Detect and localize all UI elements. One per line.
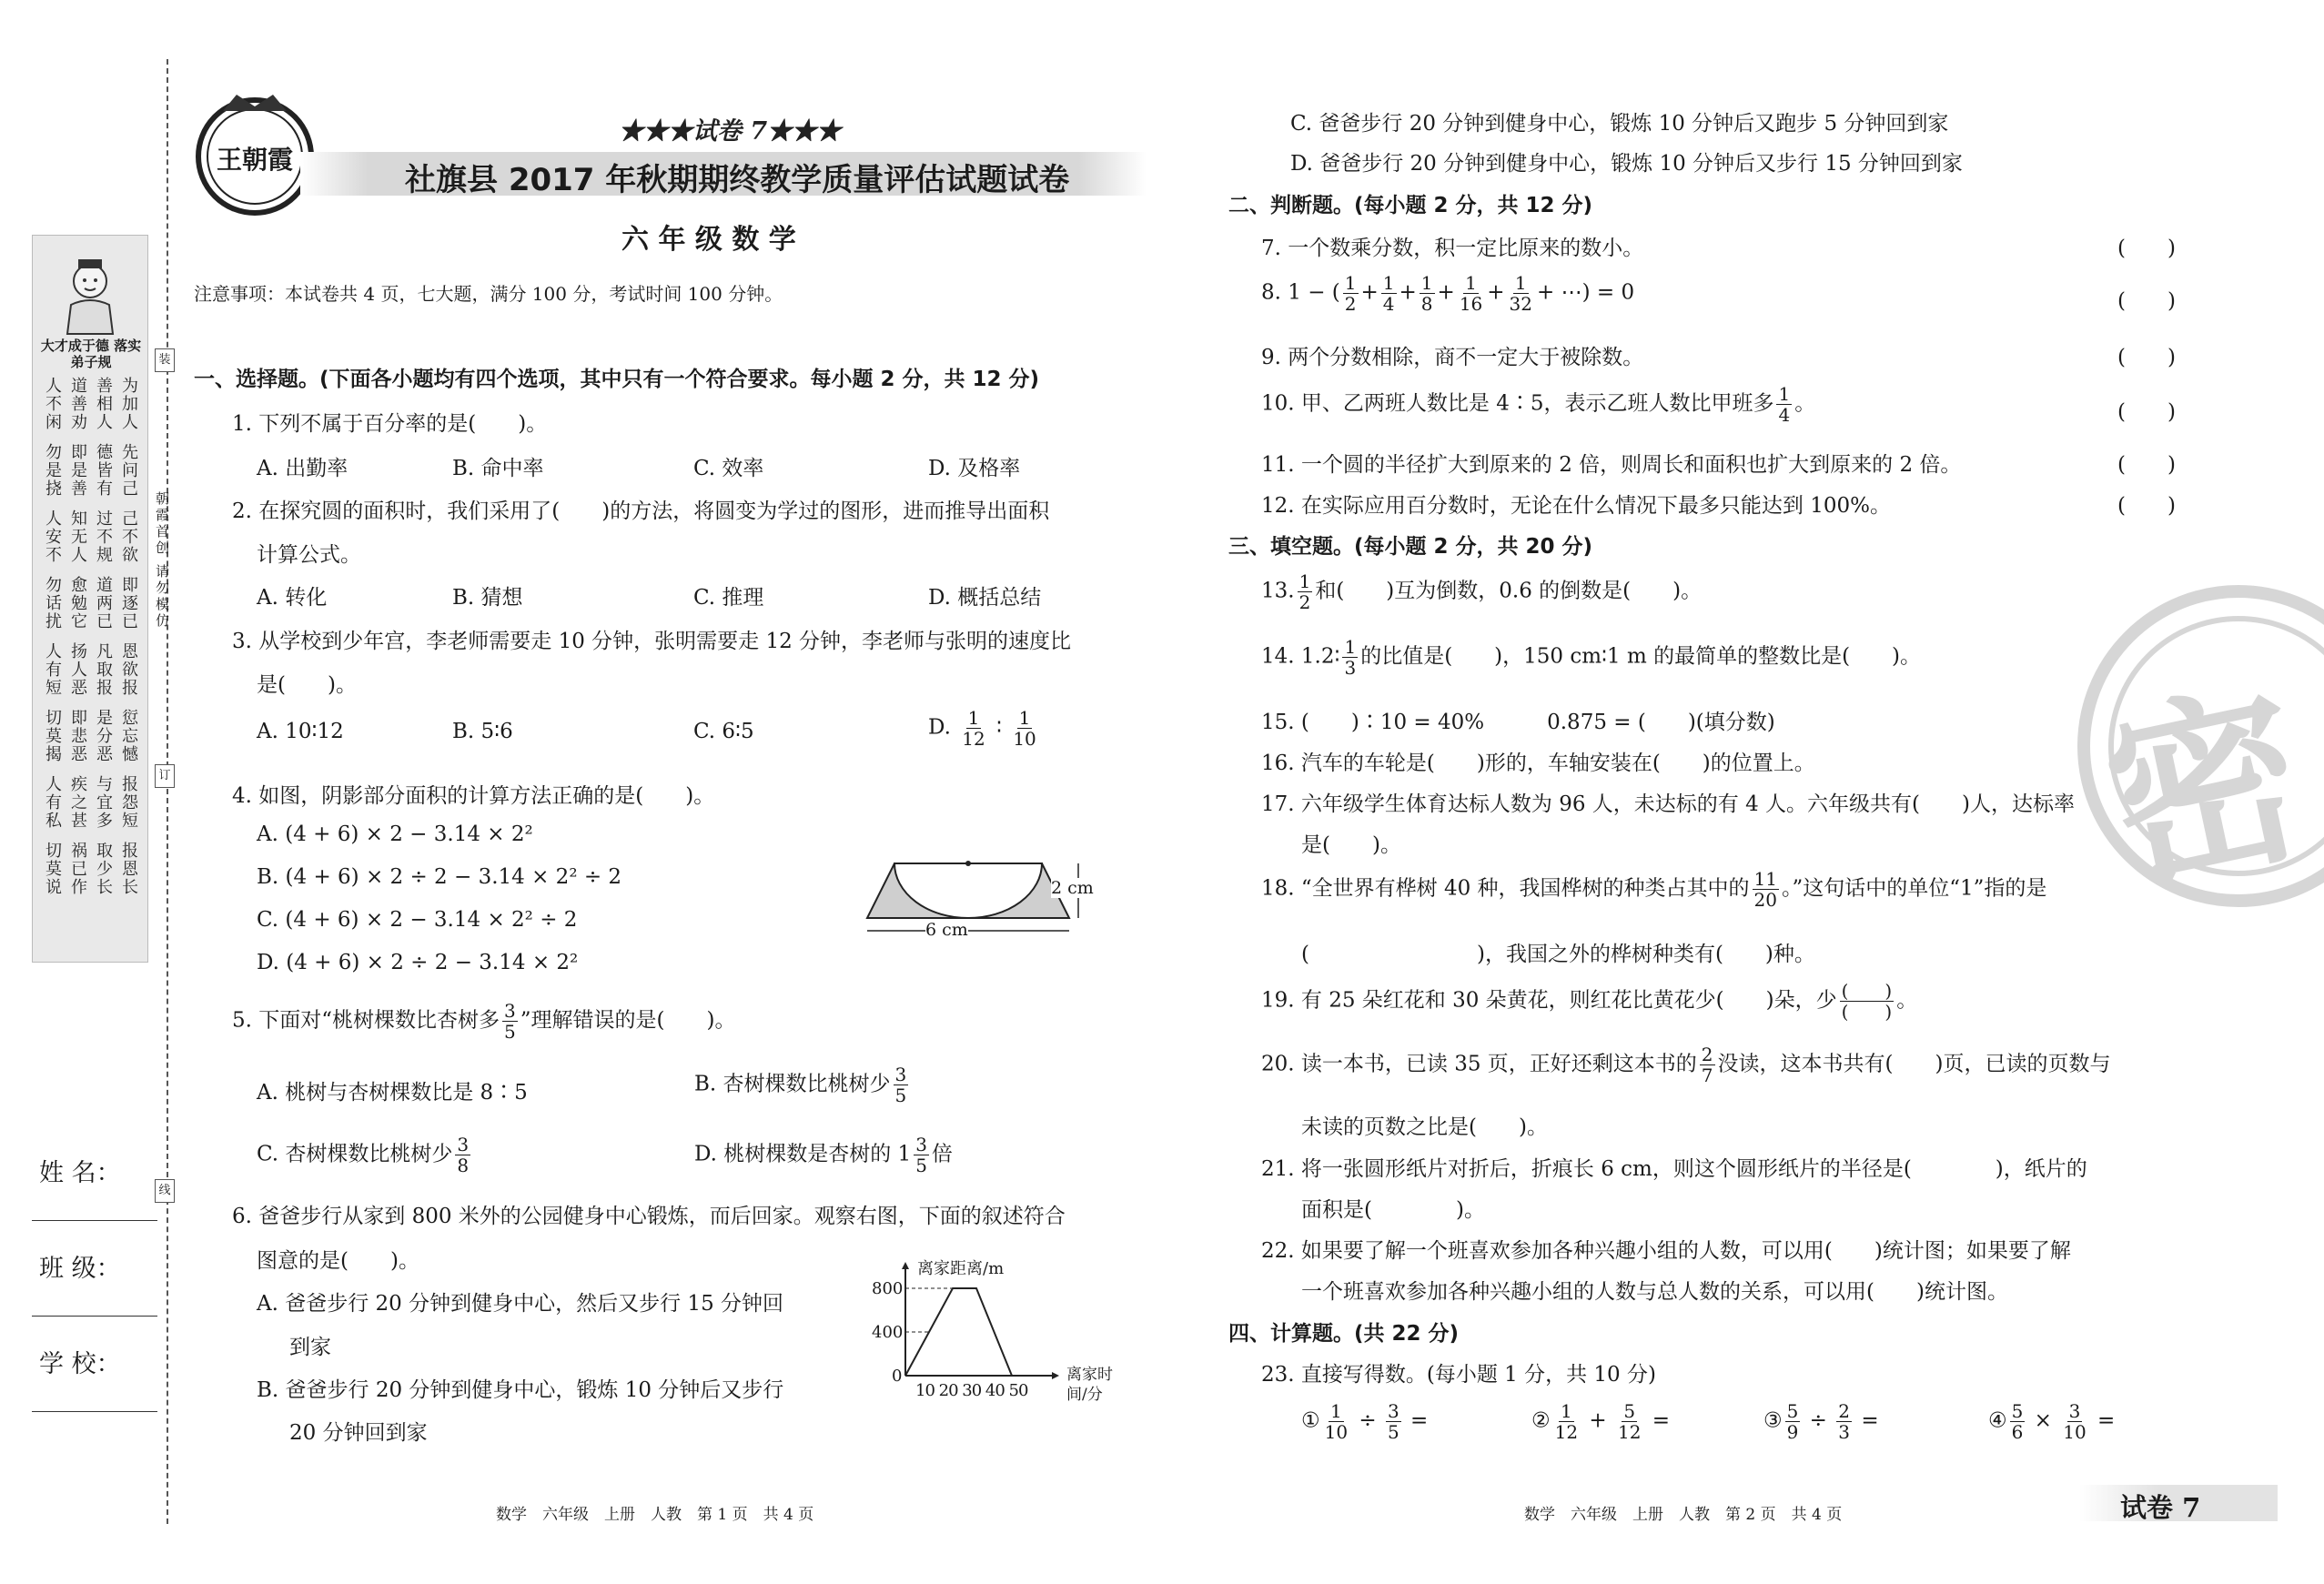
q10-answer-paren[interactable]: ( ) bbox=[2117, 400, 2176, 424]
proverb-column: 疾之甚 bbox=[68, 775, 87, 830]
graph-x-axis-label-1: 离家时 bbox=[1066, 1366, 1113, 1384]
q12-answer-paren[interactable]: ( ) bbox=[2117, 494, 2176, 518]
q4-option-a: A. (4 + 6) × 2 − 3.14 × 2² bbox=[257, 822, 533, 846]
confidential-seal bbox=[2066, 582, 2322, 919]
q2-option-c: C. 推理 bbox=[693, 586, 764, 610]
notice-text: 注意事项：本试卷共 4 页，七大题，满分 100 分，考试时间 100 分钟。 bbox=[194, 283, 783, 305]
proverb-column: 愆忘憾 bbox=[119, 709, 138, 763]
q5-option-b: B. 杏树棵数比桃树少 $\frac{3}{5}$ bbox=[694, 1064, 907, 1106]
q2-text-1: 2. 在探究圆的面积时，我们采用了( )的方法，将圆变为学过的图形，进而推导出面积 bbox=[232, 499, 1050, 523]
q4-figure-trapezoid bbox=[860, 851, 1124, 942]
seal-character: 密 bbox=[2088, 659, 2322, 919]
graph-y-tick-400: 400 bbox=[872, 1323, 904, 1342]
q10-text: 10. 甲、乙两班人数比是 4∶5，表示乙班人数比甲班多 $\frac{1}{4}$ 。 bbox=[1261, 383, 1816, 426]
q18-text-2: ( )，我国之外的桦树种类有( )种。 bbox=[1301, 943, 1815, 966]
graph-x-axis-label-2: 间/分 bbox=[1066, 1386, 1103, 1404]
q3-option-a: A. 10∶12 bbox=[257, 720, 344, 743]
q2-option-d: D. 概括总结 bbox=[928, 586, 1042, 610]
q7-answer-paren[interactable]: ( ) bbox=[2117, 237, 2176, 260]
school-field[interactable]: 学 校： bbox=[32, 1347, 157, 1412]
q13-text: 13. $\frac{1}{2}$ 和( )互为倒数，0.6 的倒数是( )。 bbox=[1261, 570, 1703, 613]
proverb-column: 勿话扰 bbox=[43, 576, 62, 631]
graph-y-axis-label: 离家距离/m bbox=[917, 1259, 1005, 1278]
proverb-column: 切莫揭 bbox=[43, 709, 62, 763]
margin-side-note: 朝霞首创 请勿模仿 bbox=[154, 491, 170, 630]
q5-option-d: D. 桃树棵数是杏树的 1 $\frac{3}{5}$ 倍 bbox=[694, 1134, 953, 1176]
sidebar-motto: 大才成于德 落实弟子规 bbox=[40, 338, 142, 370]
section-4-heading: 四、计算题。(共 22 分) bbox=[1228, 1322, 1460, 1346]
fig4-width-label: 6 cm bbox=[925, 920, 968, 940]
q1-option-b: B. 命中率 bbox=[452, 457, 544, 480]
q1-option-a: A. 出勤率 bbox=[257, 457, 349, 480]
q15-text: 15. ( )∶10 = 40% 0.875 = ( )(填分数) bbox=[1261, 711, 1775, 734]
q8-answer-paren[interactable]: ( ) bbox=[2117, 289, 2176, 313]
exam-title: 社旗县 2017 年秋期期终教学质量评估试题试卷 bbox=[405, 162, 1070, 198]
exam-tag: 试卷 7 bbox=[2120, 1492, 2201, 1523]
proverb-column: 人有短 bbox=[43, 642, 62, 697]
q1-option-c: C. 效率 bbox=[693, 457, 764, 480]
proverb-column: 道两已 bbox=[94, 576, 113, 631]
fig4-height-label: 2 cm bbox=[1051, 878, 1094, 898]
proverb-column: 与宜多 bbox=[94, 775, 113, 830]
proverb-column: 己不欲 bbox=[119, 510, 138, 564]
q5-text: 5. 下面对“桃树棵数比杏树多 $\frac{3}{5}$ ”理解错误的是( )。 bbox=[232, 1000, 736, 1043]
q21-text-1: 21. 将一张圆形纸片对折后，折痕长 6 cm，则这个圆形纸片的半径是( )，纸片的 bbox=[1261, 1157, 2087, 1181]
q21-text-2: 面积是( )。 bbox=[1301, 1198, 1485, 1222]
graph-origin-label: 0 bbox=[892, 1367, 903, 1386]
q3-option-c: C. 6∶5 bbox=[693, 720, 754, 743]
proverb-column: 取少长 bbox=[94, 842, 113, 896]
name-field[interactable]: 姓 名： bbox=[32, 1155, 157, 1221]
q3-text-2: 是( )。 bbox=[257, 673, 357, 697]
q6-distance-time-graph bbox=[864, 1248, 1137, 1412]
sidebar-panel bbox=[32, 235, 148, 963]
calc-item-4: ④ $\frac{5}{6}$ × $\frac{3}{10}$ = bbox=[1988, 1400, 2116, 1443]
sidebar-proverbs bbox=[40, 377, 140, 896]
logo-text: 王朝霞 bbox=[216, 145, 293, 175]
q1-text: 1. 下列不属于百分率的是( )。 bbox=[232, 412, 548, 436]
proverb-column: 即是善 bbox=[68, 443, 87, 498]
proverb-column: 报怨短 bbox=[119, 775, 138, 830]
margin-marker-xian: 线 bbox=[155, 1179, 175, 1203]
q22-text-2: 一个班喜欢参加各种兴趣小组的人数与总人数的关系，可以用( )统计图。 bbox=[1301, 1280, 2008, 1304]
section-1-heading: 一、选择题。(下面各小题均有四个选项，其中只有一个符合要求。每小题 2 分，共 12 分) bbox=[194, 368, 1040, 391]
q19-text: 19. 有 25 朵红花和 30 朵黄花，则红花比黄花少( )朵，少 $\frac{( )}{( )}$ 。 bbox=[1261, 980, 1918, 1023]
q11-text: 11. 一个圆的半径扩大到原来的 2 倍，则周长和面积也扩大到原来的 2 倍。 bbox=[1261, 453, 1962, 477]
section-2-heading: 二、判断题。(每小题 2 分，共 12 分) bbox=[1228, 194, 1593, 217]
q6-option-a-2: 到家 bbox=[289, 1336, 331, 1359]
q6-option-a-1: A. 爸爸步行 20 分钟到健身中心，然后又步行 15 分钟回 bbox=[257, 1292, 784, 1316]
q4-option-c: C. (4 + 6) × 2 − 3.14 × 2² ÷ 2 bbox=[257, 908, 578, 932]
q8-text: 8. 1 − ( $\frac{1}{2}$ + $\frac{1}{4}$ + $\frac{1}{8}$ + $\frac{1}{16}$ + $\frac{1}{32}$ + ⋯) = 0 bbox=[1261, 272, 1635, 315]
proverb-column: 扬人恶 bbox=[68, 642, 87, 697]
left-page-footer: 数学 六年级 上册 人教 第 1 页 共 4 页 bbox=[496, 1506, 814, 1524]
proverb-column: 即逐已 bbox=[119, 576, 138, 631]
q14-text: 14. 1.2∶ $\frac{1}{3}$ 的比值是( )，150 cm∶1 m 的最简单的整数比是( )。 bbox=[1261, 636, 1922, 679]
q17-text-2: 是( )。 bbox=[1301, 833, 1401, 857]
cartoon-icon bbox=[58, 252, 122, 336]
q12-text: 12. 在实际应用百分数时，无论在什么情况下最多只能达到 100%。 bbox=[1261, 494, 1891, 518]
q1-option-d: D. 及格率 bbox=[928, 457, 1021, 480]
q6-option-c: C. 爸爸步行 20 分钟到健身中心，锻炼 10 分钟后又跑步 5 分钟回到家 bbox=[1290, 112, 1949, 136]
q6-option-b-2: 20 分钟回到家 bbox=[289, 1421, 428, 1445]
graph-x-ticks: 10 20 30 40 50 bbox=[915, 1381, 1028, 1400]
proverb-column: 凡取报 bbox=[94, 642, 113, 697]
q2-option-b: B. 猜想 bbox=[452, 586, 523, 610]
margin-marker-ding: 订 bbox=[155, 764, 175, 788]
q9-answer-paren[interactable]: ( ) bbox=[2117, 346, 2176, 369]
q4-option-b: B. (4 + 6) × 2 ÷ 2 − 3.14 × 2² ÷ 2 bbox=[257, 865, 622, 889]
proverb-column: 人安不 bbox=[43, 510, 62, 564]
proverb-column: 先问己 bbox=[119, 443, 138, 498]
section-3-heading: 三、填空题。(每小题 2 分，共 20 分) bbox=[1228, 535, 1593, 559]
proverb-column: 即悲恶 bbox=[68, 709, 87, 763]
q9-text: 9. 两个分数相除，商不一定大于被除数。 bbox=[1261, 346, 1644, 369]
fraction: $\frac{1}{10}$ bbox=[1013, 707, 1036, 750]
proverb-column: 知无人 bbox=[68, 510, 87, 564]
q5-option-a: A. 桃树与杏树棵数比是 8∶5 bbox=[257, 1081, 528, 1105]
q4-text: 4. 如图，阴影部分面积的计算方法正确的是( )。 bbox=[232, 784, 715, 808]
graph-y-tick-800: 800 bbox=[872, 1279, 904, 1298]
proverb-column: 为加人 bbox=[119, 377, 138, 431]
q2-text-2: 计算公式。 bbox=[257, 543, 361, 567]
exam-subtitle: 六 年 级 数 学 bbox=[621, 224, 796, 256]
proverb-column: 勿是挠 bbox=[43, 443, 62, 498]
q23-text: 23. 直接写得数。(每小题 1 分，共 10 分) bbox=[1261, 1363, 1656, 1387]
q6-option-b-1: B. 爸爸步行 20 分钟到健身中心，锻炼 10 分钟后又步行 bbox=[257, 1378, 784, 1402]
q22-text-1: 22. 如果要了解一个班喜欢参加各种兴趣小组的人数，可以用( )统计图；如果要了解 bbox=[1261, 1239, 2071, 1263]
proverb-column: 德皆有 bbox=[94, 443, 113, 498]
proverb-column: 善相人 bbox=[94, 377, 113, 431]
q4-option-d: D. (4 + 6) × 2 ÷ 2 − 3.14 × 2² bbox=[257, 951, 579, 974]
proverb-column: 道善劝 bbox=[68, 377, 87, 431]
q7-text: 7. 一个数乘分数，积一定比原来的数小。 bbox=[1261, 237, 1644, 260]
fraction: $\frac{3}{5}$ bbox=[504, 1000, 516, 1043]
class-field[interactable]: 班 级： bbox=[32, 1251, 157, 1317]
q3-option-d: D. $\frac{1}{12}$ ∶ $\frac{1}{10}$ bbox=[928, 707, 1036, 750]
q2-option-a: A. 转化 bbox=[257, 586, 328, 610]
proverb-column: 人有私 bbox=[43, 775, 62, 830]
proverb-column: 人不闲 bbox=[43, 377, 62, 431]
q6-text-1: 6. 爸爸步行从家到 800 米外的公园健身中心锻炼，而后回家。观察右图，下面的叙述符合 bbox=[232, 1205, 1066, 1228]
header-badge: ★★★试卷 7★★★ bbox=[619, 117, 842, 146]
q20-text-2: 未读的页数之比是( )。 bbox=[1301, 1115, 1548, 1139]
proverb-column: 是分恶 bbox=[94, 709, 113, 763]
q6-text-2: 图意的是( )。 bbox=[257, 1249, 419, 1273]
proverb-column: 愈勉它 bbox=[68, 576, 87, 631]
calc-item-3: ③ $\frac{5}{9}$ ÷ $\frac{2}{3}$ = bbox=[1763, 1400, 1879, 1443]
q11-answer-paren[interactable]: ( ) bbox=[2117, 453, 2176, 477]
calc-item-2: ② $\frac{1}{12}$ + $\frac{5}{12}$ = bbox=[1531, 1400, 1671, 1443]
q20-text-1: 20. 读一本书，已读 35 页，正好还剩这本书的 $\frac{2}{7}$ 没读，这本书共有( )页，已读的页数与 bbox=[1261, 1044, 2111, 1086]
right-page-footer: 数学 六年级 上册 人教 第 2 页 共 4 页 bbox=[1524, 1506, 1843, 1524]
q3-option-b: B. 5∶6 bbox=[452, 720, 513, 743]
q5-option-c: C. 杏树棵数比桃树少 $\frac{3}{8}$ bbox=[257, 1134, 470, 1176]
proverb-column: 恩欲报 bbox=[119, 642, 138, 697]
fraction: $\frac{1}{12}$ bbox=[962, 707, 985, 750]
q6-option-d: D. 爸爸步行 20 分钟到健身中心，锻炼 10 分钟后又步行 15 分钟回到家 bbox=[1290, 152, 1963, 176]
calc-item-1: ① $\frac{1}{10}$ ÷ $\frac{3}{5}$ = bbox=[1301, 1400, 1429, 1443]
proverb-column: 祸已作 bbox=[68, 842, 87, 896]
q3-text-1: 3. 从学校到少年宫，李老师需要走 10 分钟，张明需要走 12 分钟，李老师与张明的速度比 bbox=[232, 630, 1072, 653]
q16-text: 16. 汽车的车轮是( )形的，车轴安装在( )的位置上。 bbox=[1261, 752, 1815, 775]
proverb-column: 报恩长 bbox=[119, 842, 138, 896]
proverb-column: 过不规 bbox=[94, 510, 113, 564]
q17-text-1: 17. 六年级学生体育达标人数为 96 人，未达标的有 4 人。六年级共有( )人，达标率 bbox=[1261, 792, 2075, 816]
proverb-column: 切莫说 bbox=[43, 842, 62, 896]
margin-marker-zhuang: 装 bbox=[155, 348, 175, 372]
q18-text-1: 18. “全世界有桦树 40 种，我国桦树的种类占其中的 $\frac{11}{20}$ 。”这句话中的单位“1”指的是 bbox=[1261, 868, 2047, 911]
